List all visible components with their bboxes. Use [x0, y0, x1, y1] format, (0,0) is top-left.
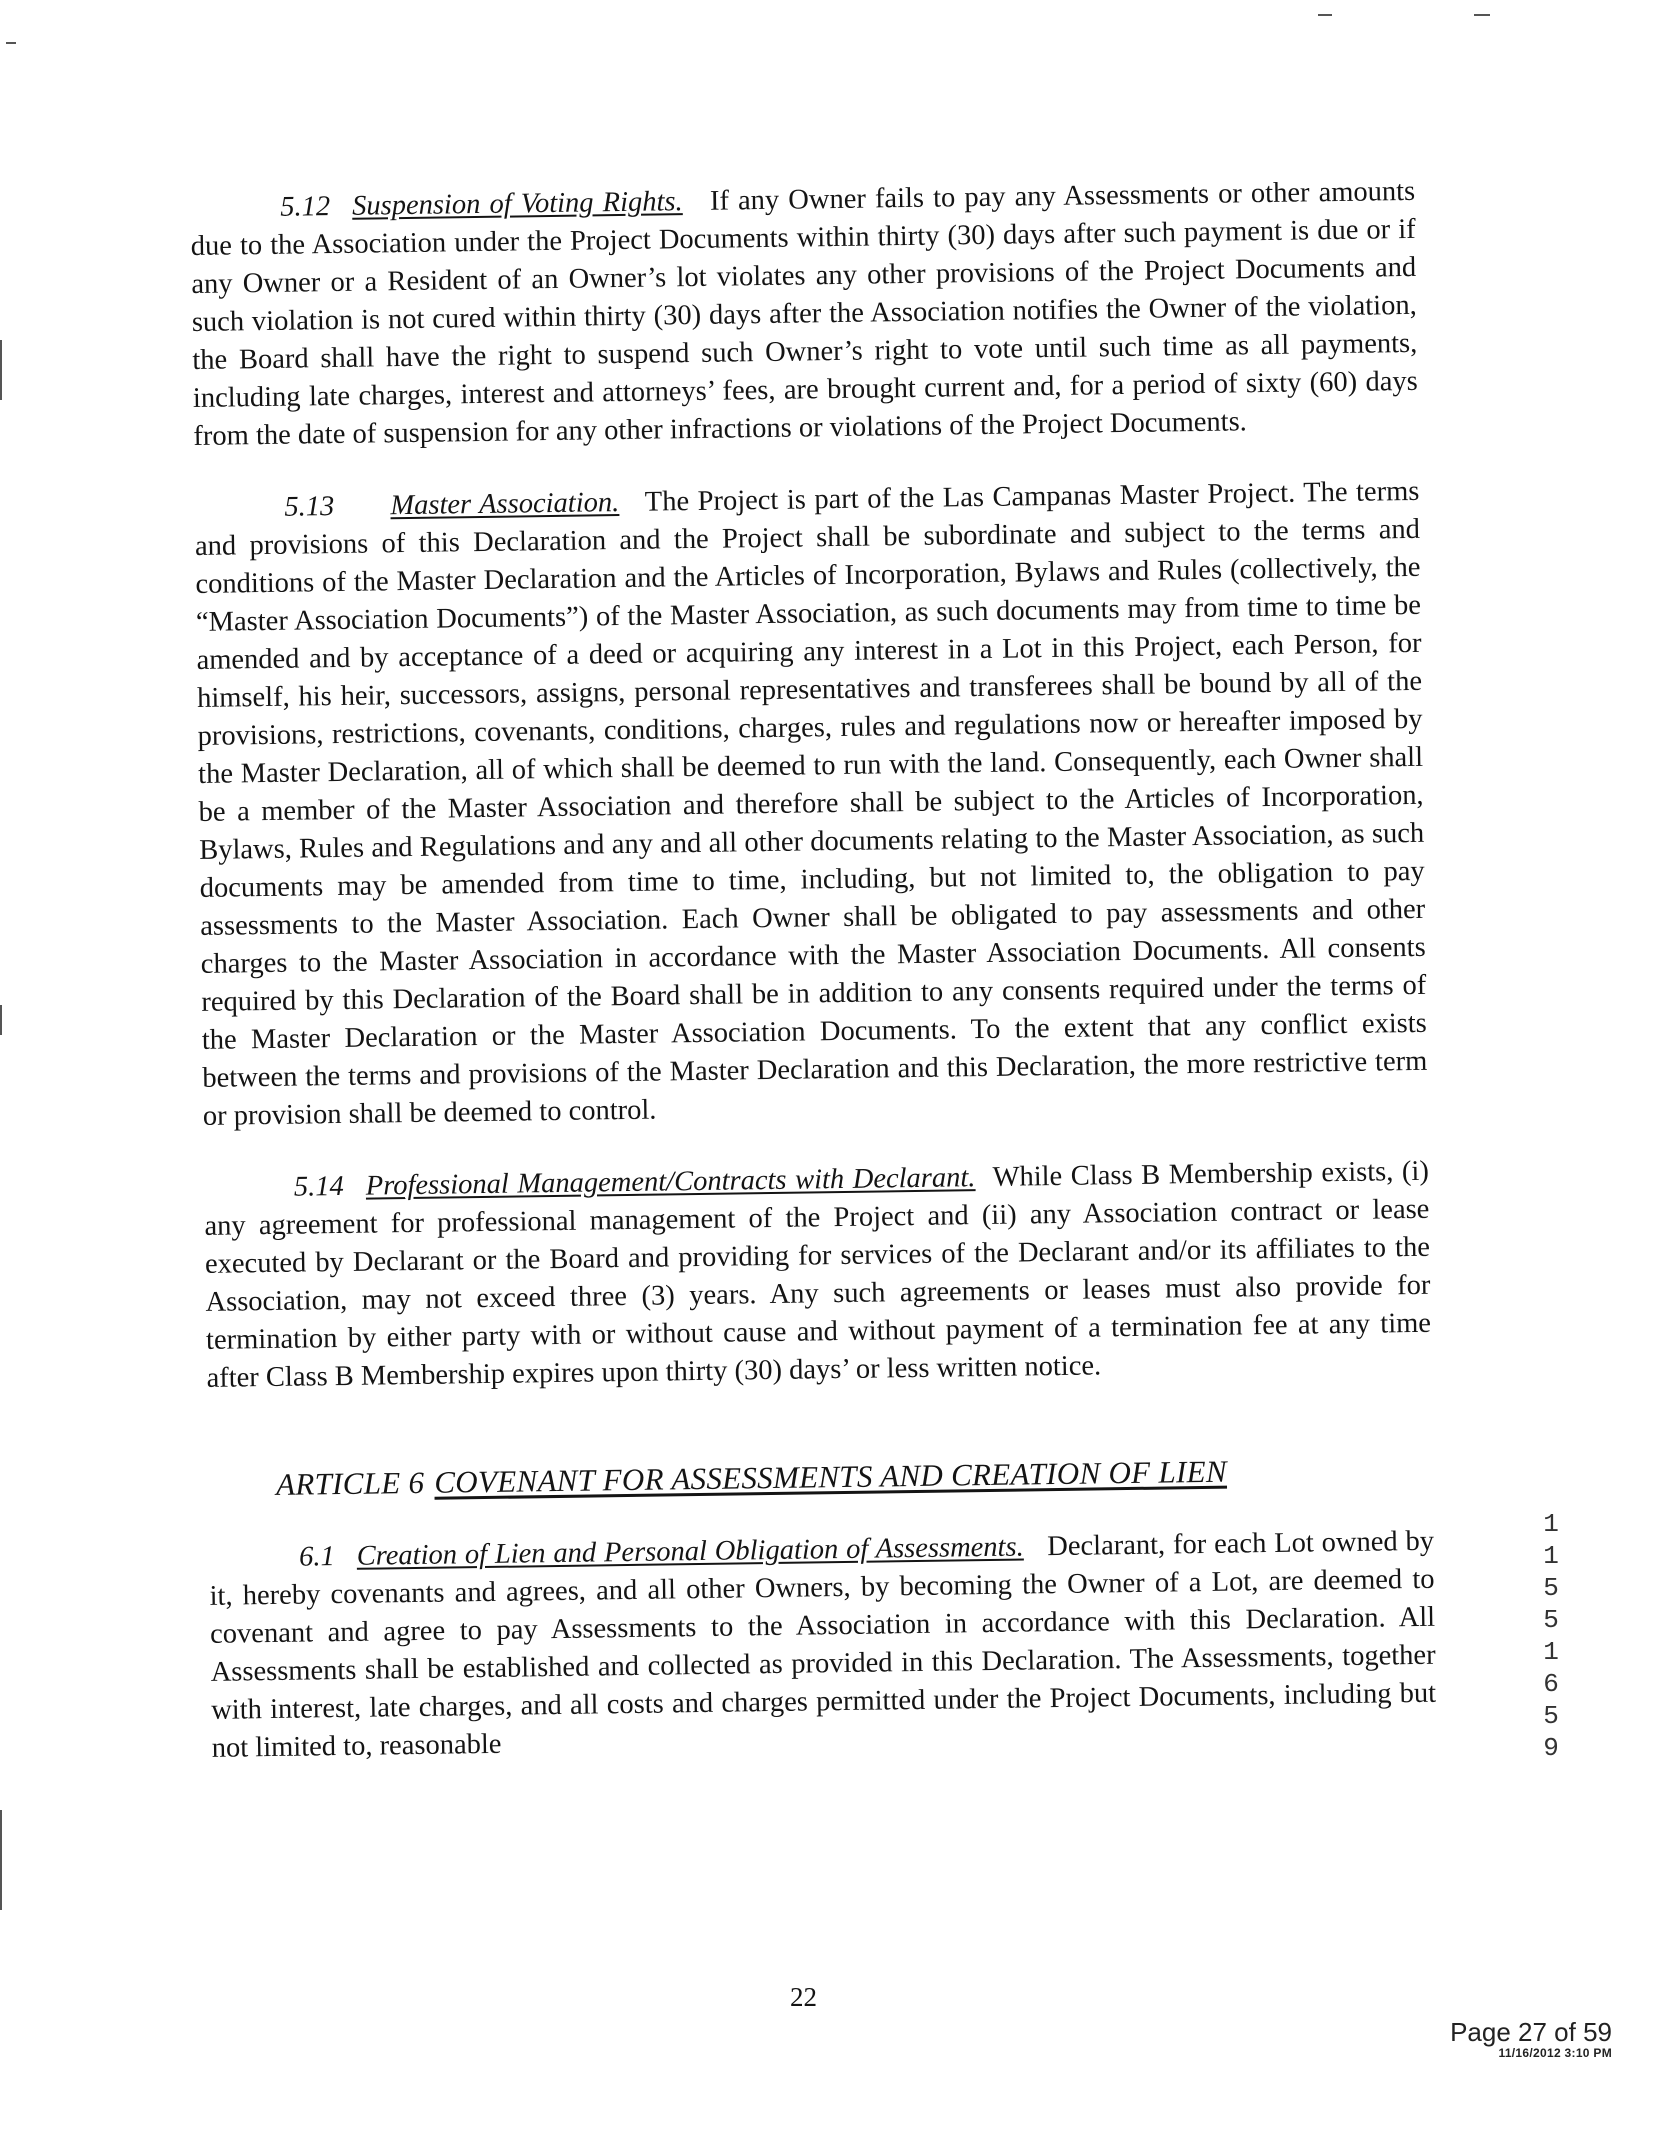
recording-stamp [1450, 2018, 1612, 2060]
section-body: If any Owner fails to pay any Assessments or other amounts due to the Association under the Project Documents within thirty (30) days after such payment is due or if any Owner or a Resident of an Owner’s lot violates any other provisions of the Project Documents and such violation is not cured within thirty (30) days after the Association notifies the Owner of the violation, the Board shall have the right to suspend such Owner’s right to vote until such time as all payments, including late charges, interest and attorneys’ fees, are brought current and, for a period of sixty (60) days from the date of suspension for any other infractions or violations of the Project Documents. [190, 175, 1419, 452]
scan-mark-left-2 [0, 1005, 2, 1035]
section-title: Suspension of Voting Rights. [351, 186, 683, 222]
scan-mark-top-left [6, 42, 16, 44]
section-title: Professional Management/Contracts with Declarant. [365, 1162, 976, 1202]
scan-mark-top-right-1 [1318, 14, 1332, 16]
section-number: 5.12 [280, 191, 331, 223]
article-title: COVENANT FOR ASSESSMENTS AND CREATION OF LIEN [434, 1453, 1228, 1500]
stamp-page-count: Page 27 of 59 [1450, 2017, 1612, 2047]
section-body: The Project is part of the Las Campanas Master Project. The terms and provisions of this Declaration and the Project shall be subordinate and subject to the terms and conditions of the Master Declaration and the Articles of Incorporation, Bylaws and Rules (collectively, the “Master Association Documents”) of the Master Association, as such documents may from time to time be amended and by acceptance of a deed or acquiring any interest in a Lot in this Project, each Person, for himself, his heir, successors, assigns, personal representatives and transferees shall be bound by all of the provisions, restrictions, covenants, conditions, charges, rules and regulations now or hereafter imposed by the Master Declaration, all of which shall be deemed to run with the land. Consequently, each Owner shall be a member of the Master Association and therefore shall be subject to the Articles of Incorporation, Bylaws, Rules and Regulations and any and all other documents relating to the Master Association, as such documents may be amended from time to time, including, but not limited to, the obligation to pay assessments to the Master Association. Each Owner shall be obligated to pay assessments and other charges to the Master Association in accordance with the Master Association Documents. All consents required by this Declaration of the Board shall be in addition to any consents required under the terms of the Master Declaration or the Master Association Documents. To the extent that any conflict exists between the terms and provisions of the Master Declaration and this Declaration, the more restrictive term or provision shall be deemed to control. [194, 475, 1428, 1132]
section-body: Declarant, for each Lot owned by it, hereby covenants and agrees, and all other Owners, by becoming the Owner of a Lot, are deemed to covenant and agree to pay Assessments to the Association in accordance with this Declaration. All Assessments shall be established and collected as provided in this Declaration. The Assessments, together with interest, late charges, and all costs and charges permitted under the Project Documents, including but not limited to, reasonable [209, 1525, 1437, 1764]
margin-record-number: 1155 1659 [1543, 1509, 1559, 1763]
section-6-1 [209, 1523, 1437, 1768]
article-label: ARTICLE 6 [275, 1464, 425, 1502]
section-title: Creation of Lien and Personal Obligation of Assessments. [356, 1531, 1024, 1572]
section-number: 5.14 [293, 1170, 345, 1203]
scan-mark-top-right-2 [1474, 14, 1490, 16]
section-body: While Class B Membership exists, (i) any agreement for professional management of the Project and (ii) any Association contract or lease executed by Declarant or the Board and providing for services of the Declarant and/or its affiliates to the Association, may not exceed three (3) years. Any such agreements or leases must also provide for termination by either party with or without cause and without payment of a termination fee at any time after Class B Membership expires upon thirty (30) days’ or less written notice. [204, 1155, 1432, 1394]
section-5-12 [190, 173, 1419, 456]
section-5-14 [204, 1153, 1432, 1398]
document-body [190, 173, 1437, 1802]
section-title: Master Association. [390, 487, 620, 522]
scan-mark-left-1 [0, 340, 2, 400]
section-number: 5.13 [284, 491, 335, 523]
page-number: 22 [790, 1982, 817, 2012]
article-heading [276, 1451, 1433, 1503]
section-number: 6.1 [298, 1541, 335, 1573]
stamp-timestamp: 11/16/2012 3:10 PM [1498, 2046, 1612, 2060]
section-5-13 [194, 473, 1428, 1136]
scan-mark-left-3 [0, 1810, 2, 1910]
